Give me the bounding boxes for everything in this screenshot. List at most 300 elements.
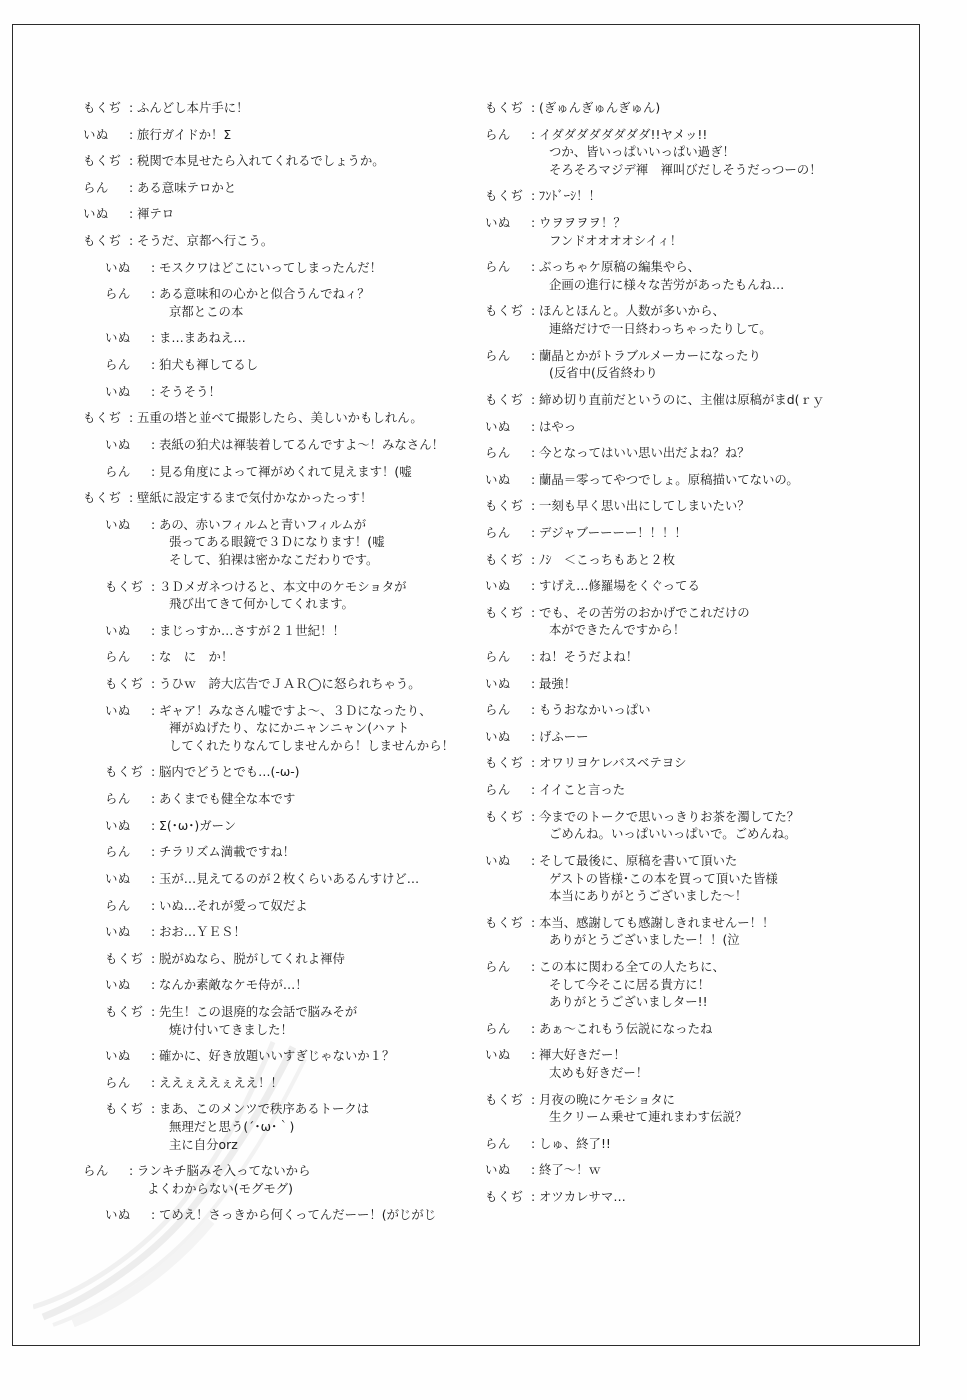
talk-line-text: [539, 444, 885, 462]
speaker-colon: :: [151, 1074, 156, 1090]
speaker-colon: :: [531, 347, 536, 363]
talk-line: [485, 214, 885, 249]
speaker-label: いぬ: [485, 1047, 511, 1063]
talk-line-text: [137, 232, 483, 250]
speaker-label: もくぢ: [485, 755, 524, 771]
speaker-colon: :: [531, 1189, 536, 1205]
speaker-label: もくぢ: [485, 391, 524, 407]
speaker-label: いぬ: [105, 1048, 131, 1064]
talk-line: [485, 126, 885, 179]
speaker-label: もくぢ: [105, 764, 144, 780]
talk-line-text-primary: 脱がぬなら、脱がしてくれよ褌侍: [159, 950, 345, 966]
talk-line-text-primary: でも、その苦労のおかげでこれだけの: [539, 604, 750, 620]
talk-line-text: [539, 187, 885, 205]
speaker-colon: :: [531, 303, 536, 319]
speaker-label: らん: [485, 958, 511, 974]
speaker-label: もくぢ: [485, 808, 524, 824]
talk-line-text: [539, 675, 885, 693]
talk-line-text: [159, 1206, 483, 1224]
talk-line: [485, 1046, 885, 1081]
talk-line-text-primary: 狛犬も褌してるし: [159, 357, 259, 373]
talk-line-text-primary: 本当、感謝しても感謝しきれませんー！！: [539, 914, 775, 930]
talk-line-text: [539, 99, 885, 117]
talk-line: [83, 870, 483, 888]
talk-line: [83, 409, 483, 427]
talk-line: [83, 923, 483, 941]
talk-line: [83, 675, 483, 693]
speaker-label: いぬ: [105, 622, 131, 638]
speaker-label: いぬ: [105, 383, 131, 399]
speaker-colon: :: [531, 755, 536, 771]
talk-line-text-continuation: 無理だと思う(´･ω･｀): [169, 1118, 295, 1134]
talk-line-text-primary: 今となってはいい思い出だよね？ね？: [539, 445, 750, 461]
speaker-label: らん: [105, 286, 131, 302]
talk-line-text: [539, 781, 885, 799]
speaker-label: らん: [105, 844, 131, 860]
speaker-colon: :: [531, 604, 536, 620]
speaker-label: いぬ: [83, 126, 109, 142]
talk-line-text: [539, 701, 885, 719]
speaker-label: もくぢ: [83, 153, 122, 169]
speaker-colon: :: [531, 188, 536, 204]
talk-line-text: [539, 1135, 885, 1153]
talk-line: [485, 604, 885, 639]
talk-line: [485, 1135, 885, 1153]
talk-line-text: [137, 1162, 483, 1197]
talk-line-text: [159, 622, 483, 640]
speaker-label: らん: [485, 702, 511, 718]
speaker-label: らん: [485, 445, 511, 461]
talk-line: [83, 1162, 483, 1197]
talk-line: [485, 444, 885, 462]
talk-line-text: [159, 1074, 483, 1092]
talk-line-text-primary: ね！そうだよね！: [539, 649, 639, 665]
speaker-colon: :: [151, 897, 156, 913]
talk-line-text-primary: はやっ: [539, 418, 577, 434]
speaker-colon: :: [151, 1101, 156, 1117]
speaker-label: いぬ: [485, 418, 511, 434]
talk-line-text-primary: 壁紙に設定するまで気付かなかったっす！: [137, 490, 373, 506]
talk-line: [485, 808, 885, 843]
speaker-label: いぬ: [105, 702, 131, 718]
talk-line-text-primary: な に か！: [159, 649, 234, 665]
talk-line-text-primary: そうそう！: [159, 383, 221, 399]
talk-line-text-primary: あぁ～これもう伝説になったね: [539, 1020, 713, 1036]
talk-line-text-primary: 最強！: [539, 675, 577, 691]
speaker-colon: :: [129, 126, 134, 142]
talk-line-text-primary: (ぎゅんぎゅんぎゅん): [539, 100, 661, 115]
speaker-colon: :: [531, 1135, 536, 1151]
speaker-label: いぬ: [83, 206, 109, 222]
talk-line: [83, 897, 483, 915]
talk-line-text: [159, 763, 483, 781]
talk-line-text: [137, 152, 483, 170]
speaker-label: らん: [485, 782, 511, 798]
talk-line: [485, 958, 885, 1011]
talk-line-text-primary: ええぇええぇええ！！: [159, 1074, 283, 1090]
talk-line-text-primary: 褌大好きだー！: [539, 1047, 626, 1063]
speaker-label: いぬ: [105, 817, 131, 833]
talk-line-text: [539, 524, 885, 542]
speaker-colon: :: [531, 524, 536, 540]
talk-line-text-continuation: ごめんね。いっぱいいっぱいで。ごめんね。: [549, 826, 797, 842]
speaker-colon: :: [151, 286, 156, 302]
talk-line-text-primary: この本に関わる全ての人たちに、: [539, 958, 725, 974]
speaker-label: もくぢ: [105, 578, 144, 594]
talk-line: [83, 205, 483, 223]
speaker-colon: :: [151, 383, 156, 399]
speaker-colon: :: [531, 126, 536, 142]
talk-line-text: [539, 302, 885, 337]
speaker-colon: :: [151, 622, 156, 638]
talk-line-text: [539, 1020, 885, 1038]
talk-line-text-continuation: ありがとうございましたー！！(泣: [549, 932, 740, 948]
talk-line: [485, 728, 885, 746]
talk-line: [485, 258, 885, 293]
talk-line-text: [159, 675, 483, 693]
speaker-label: らん: [83, 1163, 109, 1179]
talk-line: [83, 126, 483, 144]
speaker-label: もくぢ: [485, 498, 524, 514]
talk-line-text-primary: オワリヨケレバスベテヨシ: [539, 755, 687, 771]
talk-line-text: [137, 179, 483, 197]
talk-line: [83, 383, 483, 401]
talk-line: [83, 763, 483, 781]
talk-line-text: [159, 1100, 483, 1153]
talk-line-text-primary: ウヲヲヲヲ！？: [539, 215, 626, 231]
speaker-colon: :: [151, 463, 156, 479]
talk-line: [83, 790, 483, 808]
speaker-colon: :: [531, 914, 536, 930]
speaker-colon: :: [151, 950, 156, 966]
page-frame: [12, 24, 920, 1346]
speaker-label: らん: [485, 126, 511, 142]
talk-line-text: [539, 1188, 885, 1206]
talk-line-text-primary: 確かに、好き放題いいすぎじゃないか１？: [159, 1048, 395, 1064]
talk-line-text-primary: 一刻も早く思い出にしてしまいたい？: [539, 498, 750, 514]
speaker-label: らん: [485, 524, 511, 540]
speaker-colon: :: [531, 808, 536, 824]
speaker-label: いぬ: [105, 259, 131, 275]
talk-line-text: [137, 99, 483, 117]
talk-line-text: [539, 497, 885, 515]
talk-line: [83, 329, 483, 347]
column-left: [83, 99, 483, 1233]
talk-line-text-primary: 蘭晶＝零ってやつでしょ。原稿描いてないの。: [539, 471, 799, 487]
talk-line: [83, 516, 483, 569]
talk-line-text-primary: 見る角度によって褌がめくれて見えます！(嘘: [159, 463, 412, 479]
talk-line-text-continuation: 張ってある眼鏡で３Ｄになります！(嘘: [169, 534, 385, 550]
talk-line-text-continuation: 主に自分orz: [169, 1136, 238, 1152]
speaker-label: らん: [105, 791, 131, 807]
talk-line-text-primary: 締め切り直前だというのに、主催は原稿がまd(ｒｙ: [539, 391, 825, 407]
talk-line-text: [539, 347, 885, 382]
talk-line-text-primary: なんか素敵なケモ侍が…！: [159, 977, 308, 993]
speaker-label: もくぢ: [105, 676, 144, 692]
talk-line-text: [539, 852, 885, 905]
talk-line-text-continuation: 焼け付いてきました！: [169, 1021, 293, 1037]
speaker-label: いぬ: [485, 728, 511, 744]
speaker-colon: :: [151, 1048, 156, 1064]
speaker-label: らん: [485, 1020, 511, 1036]
speaker-colon: :: [531, 675, 536, 691]
talk-line-text: [539, 808, 885, 843]
talk-line-text-primary: 終了～！ｗ: [539, 1162, 601, 1178]
talk-line-text-continuation: そして、狛裸は密かなこだわりです。: [169, 551, 379, 567]
speaker-label: いぬ: [485, 675, 511, 691]
talk-line-text-primary: 旅行ガイドか！Σ: [137, 126, 232, 142]
talk-line-text-continuation: 本当にありがとうございました～！: [549, 888, 748, 904]
speaker-label: いぬ: [105, 330, 131, 346]
speaker-label: らん: [485, 1135, 511, 1151]
speaker-label: いぬ: [105, 977, 131, 993]
talk-line: [485, 471, 885, 489]
talk-line-text-primary: ランキチ脳みそ入ってないから: [137, 1163, 311, 1179]
talk-line-text-primary: しゅ、終了!!: [539, 1135, 611, 1151]
talk-line-text: [159, 578, 483, 613]
speaker-colon: :: [151, 357, 156, 373]
talk-line-text: [159, 516, 483, 569]
talk-line: [485, 347, 885, 382]
speaker-label: もくぢ: [83, 233, 122, 249]
talk-line-text: [159, 463, 483, 481]
speaker-colon: :: [531, 1162, 536, 1178]
talk-line: [485, 577, 885, 595]
talk-line-text-primary: まあ、このメンツで秩序あるトークは: [159, 1101, 370, 1117]
talk-line-text: [159, 923, 483, 941]
talk-line: [485, 914, 885, 949]
speaker-label: いぬ: [485, 215, 511, 231]
speaker-colon: :: [531, 551, 536, 567]
talk-line: [83, 1100, 483, 1153]
speaker-label: らん: [105, 897, 131, 913]
talk-line: [485, 648, 885, 666]
talk-line-text: [159, 356, 483, 374]
talk-line-text: [159, 790, 483, 808]
talk-line-text-primary: イイこと言った: [539, 782, 626, 798]
talk-line-text: [539, 958, 885, 1011]
talk-line-text-primary: ﾉｼ ＜こっちもあと２枚: [539, 551, 676, 567]
talk-line-text: [137, 489, 483, 507]
talk-line-text: [539, 604, 885, 639]
speaker-colon: :: [151, 977, 156, 993]
speaker-colon: :: [151, 330, 156, 346]
speaker-colon: :: [531, 1047, 536, 1063]
talk-line: [485, 701, 885, 719]
talk-line: [83, 950, 483, 968]
talk-line: [83, 285, 483, 320]
talk-line-text-continuation: 太めも好きだー！: [549, 1064, 649, 1080]
speaker-colon: :: [129, 100, 134, 115]
speaker-colon: :: [129, 233, 134, 249]
talk-line-text-primary: ま…まあねえ…: [159, 330, 246, 346]
talk-line: [83, 463, 483, 481]
speaker-colon: :: [129, 490, 134, 506]
talk-line-text: [159, 702, 483, 755]
speaker-colon: :: [151, 676, 156, 692]
talk-line-text-primary: ある意味和の心かと似合うんでねィ？: [159, 286, 370, 302]
talk-line-text-continuation: 連絡だけで一日終わっちゃったりして。: [549, 321, 772, 337]
talk-line-text-primary: ある意味テロかと: [137, 179, 237, 195]
talk-line-text-primary: 蘭晶とかがトラブルメーカーになったり: [539, 347, 761, 363]
talk-line-text: [159, 285, 483, 320]
speaker-colon: :: [129, 153, 134, 169]
talk-line: [83, 152, 483, 170]
talk-line-text: [159, 897, 483, 915]
speaker-colon: :: [531, 702, 536, 718]
speaker-colon: :: [531, 100, 536, 115]
speaker-label: もくぢ: [83, 490, 122, 506]
talk-line-text-primary: 先生！この退廃的な会話で脳みそが: [159, 1003, 358, 1019]
speaker-colon: :: [151, 578, 156, 594]
talk-line: [83, 702, 483, 755]
talk-line-text: [539, 754, 885, 772]
talk-line-text: [159, 870, 483, 888]
talk-line-text: [159, 259, 483, 277]
talk-line: [83, 622, 483, 640]
speaker-colon: :: [531, 259, 536, 275]
talk-line-text-primary: デジャブーーーー！！！！: [539, 524, 687, 540]
speaker-label: らん: [485, 649, 511, 665]
talk-line-text-primary: ぶっちゃケ原稿の編集やら、: [539, 259, 701, 275]
talk-line-text-primary: ﾌﾝﾄﾞｰｼ！！: [539, 188, 601, 204]
speaker-label: もくぢ: [105, 950, 144, 966]
talk-line: [485, 524, 885, 542]
talk-line-text-primary: 褌テロ: [137, 206, 175, 222]
speaker-colon: :: [531, 391, 536, 407]
speaker-label: らん: [105, 357, 131, 373]
talk-line-text-continuation: ありがとうございましター!!: [549, 994, 708, 1010]
speaker-colon: :: [129, 410, 134, 426]
talk-line: [83, 1074, 483, 1092]
talk-line-text: [539, 1091, 885, 1126]
talk-line: [485, 781, 885, 799]
speaker-colon: :: [151, 870, 156, 886]
talk-line-text-primary: Σ(･ω･)ガーン: [159, 817, 237, 833]
speaker-label: もくぢ: [485, 1091, 524, 1107]
talk-line-text-continuation: 本ができたんですから！: [549, 622, 686, 638]
talk-line-text-continuation: フンドオオオオシイィ！: [549, 232, 683, 248]
speaker-colon: :: [129, 179, 134, 195]
talk-line-text: [539, 648, 885, 666]
speaker-colon: :: [151, 844, 156, 860]
talk-line-text-primary: 玉が…見えてるのが２枚くらいあるんすけど…: [159, 870, 420, 886]
speaker-label: もくぢ: [485, 1189, 524, 1205]
speaker-label: もくぢ: [485, 914, 524, 930]
talk-line-text: [137, 126, 483, 144]
speaker-label: もくぢ: [83, 100, 122, 115]
talk-line-text: [539, 471, 885, 489]
talk-line-text: [539, 126, 885, 179]
talk-line-text-primary: 今までのトークで思いっきりお茶を濁してた？: [539, 808, 800, 824]
talk-line: [485, 551, 885, 569]
speaker-label: いぬ: [105, 924, 131, 940]
speaker-label: いぬ: [485, 852, 511, 868]
speaker-colon: :: [129, 1163, 134, 1179]
talk-line-text-primary: すげえ…修羅場をくぐってる: [539, 578, 700, 594]
talk-line: [485, 99, 885, 117]
speaker-colon: :: [151, 817, 156, 833]
talk-line-text-primary: ギャア！みなさん嘘ですよ～、３Ｄになったり、: [159, 702, 432, 718]
talk-line: [83, 976, 483, 994]
talk-line-text-primary: あの、赤いフィルムと青いフィルムが: [159, 516, 367, 532]
talk-line-text-primary: ふんどし本片手に！: [137, 100, 249, 115]
talk-line-text-primary: 脳内でどうとでも…(-ω-): [159, 764, 300, 780]
talk-line-text-continuation: (反省中(反省終わり: [549, 365, 658, 381]
talk-line: [485, 187, 885, 205]
speaker-colon: :: [531, 578, 536, 594]
talk-line-text-continuation: よくわからない(モグモグ): [147, 1180, 293, 1196]
speaker-colon: :: [531, 215, 536, 231]
speaker-label: いぬ: [105, 1207, 131, 1223]
talk-line-text: [539, 214, 885, 249]
talk-line-text-continuation: 企画の進行に様々な苦労があったもんね…: [549, 276, 785, 292]
talk-line: [485, 497, 885, 515]
talk-line-text-primary: 五重の塔と並べて撮影したら、美しいかもしれん。: [137, 410, 423, 426]
talk-line: [83, 99, 483, 117]
talk-line-text-primary: ほんとほんと。人数が多いから、: [539, 303, 725, 319]
speaker-colon: :: [531, 498, 536, 514]
speaker-label: いぬ: [105, 516, 131, 532]
speaker-colon: :: [151, 764, 156, 780]
talk-line-text-primary: もうおなかいっぱい: [539, 702, 651, 718]
talk-line-text-continuation: 生クリーム乗せて連れまわす伝説？: [549, 1109, 748, 1125]
speaker-colon: :: [151, 259, 156, 275]
speaker-colon: :: [151, 1003, 156, 1019]
talk-line-text: [539, 418, 885, 436]
speaker-colon: :: [531, 418, 536, 434]
talk-line: [83, 356, 483, 374]
speaker-colon: :: [151, 516, 156, 532]
talk-line: [485, 1188, 885, 1206]
speaker-colon: :: [151, 791, 156, 807]
talk-line: [83, 1003, 483, 1038]
talk-line: [83, 843, 483, 861]
talk-line-text: [539, 577, 885, 595]
speaker-label: らん: [105, 649, 131, 665]
speaker-label: もくぢ: [83, 410, 122, 426]
talk-line-text-continuation: そろそろマジデ褌 褌叫びだしそうだっつーの！: [549, 161, 822, 177]
talk-line-text: [539, 728, 885, 746]
talk-line: [83, 232, 483, 250]
talk-line-text: [159, 843, 483, 861]
speaker-label: いぬ: [485, 471, 511, 487]
talk-line-text: [539, 1046, 885, 1081]
talk-line: [83, 817, 483, 835]
talk-line-text-continuation: ゲストの皆様･この本を買って頂いた皆様: [549, 870, 778, 886]
speaker-colon: :: [531, 471, 536, 487]
talk-line: [83, 1047, 483, 1065]
speaker-label: いぬ: [105, 436, 131, 452]
talk-line-text: [159, 976, 483, 994]
speaker-colon: :: [531, 649, 536, 665]
speaker-label: もくぢ: [485, 303, 524, 319]
talk-line: [83, 578, 483, 613]
talk-line: [485, 852, 885, 905]
talk-line-text-continuation: そして今そこに居る貴方に！: [549, 976, 711, 992]
talk-line: [83, 489, 483, 507]
talk-line: [83, 436, 483, 454]
speaker-colon: :: [531, 852, 536, 868]
talk-line: [485, 1161, 885, 1179]
talk-line-text: [159, 329, 483, 347]
talk-line-text-primary: てめえ！さっきから何くってんだーー！(がじがじ: [159, 1207, 437, 1223]
speaker-label: もくぢ: [105, 1101, 144, 1117]
talk-line-text-primary: 表紙の狛犬は褌装着してるんですよ～！みなさん！: [159, 436, 444, 452]
talk-line: [83, 179, 483, 197]
talk-line-text-primary: そして最後に、原稿を書いて頂いた: [539, 852, 738, 868]
talk-line-text: [539, 551, 885, 569]
